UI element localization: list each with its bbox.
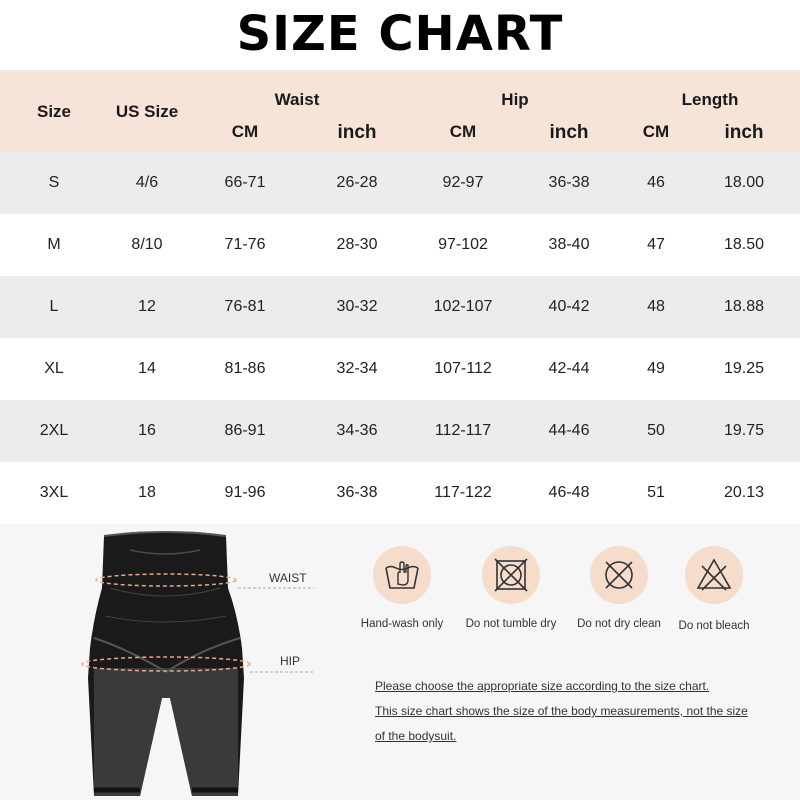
cell-size: L [49,298,59,315]
cell-waist-cm: 91-96 [224,484,266,501]
size-notes [375,674,775,749]
header-size: Size [36,102,72,121]
cell-size: M [47,236,61,253]
header-us-size: US Size [115,102,179,121]
cell-size: S [48,174,60,191]
cell-waist-inch: 30-32 [336,298,378,315]
header-hip-cm: CM [449,122,477,141]
cell-length-cm: 51 [647,484,665,501]
table-row [0,276,800,338]
cell-length-inch: 20.13 [723,484,765,501]
cell-length-inch: 19.75 [723,422,765,439]
cell-waist-inch: 36-38 [336,484,378,501]
hand-wash-icon [373,546,431,604]
cell-us-size: 4/6 [135,174,159,191]
cell-hip-cm: 107-112 [434,360,492,377]
cell-us-size: 16 [138,422,156,439]
cell-hip-cm: 102-107 [433,298,493,315]
cell-waist-cm: 81-86 [224,360,266,377]
info-panel [0,524,800,800]
cell-us-size: 14 [138,360,156,377]
care-label: Do not tumble dry [465,618,557,630]
cell-hip-cm: 97-102 [438,236,488,253]
cell-hip-inch: 38-40 [548,236,590,253]
cell-waist-inch: 28-30 [336,236,378,253]
waist-label: WAIST [269,571,307,585]
cell-length-cm: 48 [647,298,665,315]
cell-hip-cm: 112-117 [434,422,492,439]
no-bleach-icon [685,546,743,604]
cell-waist-cm: 66-71 [224,174,266,191]
care-hand-wash [352,546,452,630]
care-label: Hand-wash only [360,618,444,630]
care-no-dry-clean [569,546,669,630]
cell-waist-cm: 71-76 [224,236,266,253]
table-row [0,400,800,462]
no-tumble-dry-icon [482,546,540,604]
page-title: SIZE CHART [236,6,564,62]
cell-waist-cm: 76-81 [224,298,266,315]
cell-length-cm: 46 [647,174,665,191]
no-dry-clean-icon [590,546,648,604]
cell-hip-cm: 117-122 [434,484,492,501]
cell-us-size: 12 [138,298,156,315]
hip-label: HIP [280,654,301,668]
header-hip-inch: inch [549,122,589,143]
table-row [0,152,800,214]
care-no-tumble-dry [461,546,561,630]
cell-waist-cm: 86-91 [224,422,266,439]
cell-length-inch: 18.88 [723,298,765,315]
note-line: Please choose the appropriate size according to the size chart. [375,679,710,693]
cell-length-cm: 49 [647,360,665,377]
cell-hip-inch: 42-44 [548,360,590,377]
care-label: Do not dry clean [577,618,661,630]
header-length-cm: CM [642,122,670,141]
cell-length-inch: 18.50 [723,236,765,253]
header-length: Length [681,90,739,109]
header-waist-inch: inch [337,122,377,143]
cell-length-inch: 18.00 [723,174,765,191]
header-waist: Waist [274,90,320,109]
cell-hip-inch: 40-42 [548,298,590,315]
cell-waist-inch: 32-34 [336,360,378,377]
table-row [0,338,800,400]
header-length-inch: inch [724,122,764,143]
cell-us-size: 18 [138,484,156,501]
cell-hip-inch: 46-48 [548,484,590,501]
cell-size: 3XL [39,484,69,501]
header-hip: Hip [501,90,529,109]
size-table [0,70,800,524]
cell-hip-cm: 92-97 [442,174,484,191]
cell-length-cm: 47 [647,236,665,253]
note-line: This size chart shows the size of the body measurements, not the size [375,704,748,718]
care-no-bleach [664,546,764,632]
cell-waist-inch: 26-28 [336,174,378,191]
cell-size: 2XL [39,422,69,439]
cell-length-inch: 19.25 [723,360,765,377]
header-waist-cm: CM [231,122,259,141]
table-header [0,70,800,152]
note-line: of the bodysuit. [375,729,457,743]
cell-hip-inch: 36-38 [548,174,590,191]
cell-hip-inch: 44-46 [548,422,590,439]
cell-size: XL [44,360,64,377]
cell-waist-inch: 34-36 [336,422,378,439]
cell-us-size: 8/10 [131,236,163,253]
cell-length-cm: 50 [647,422,665,439]
table-row [0,214,800,276]
care-label: Do not bleach [678,620,750,632]
table-row [0,462,800,524]
